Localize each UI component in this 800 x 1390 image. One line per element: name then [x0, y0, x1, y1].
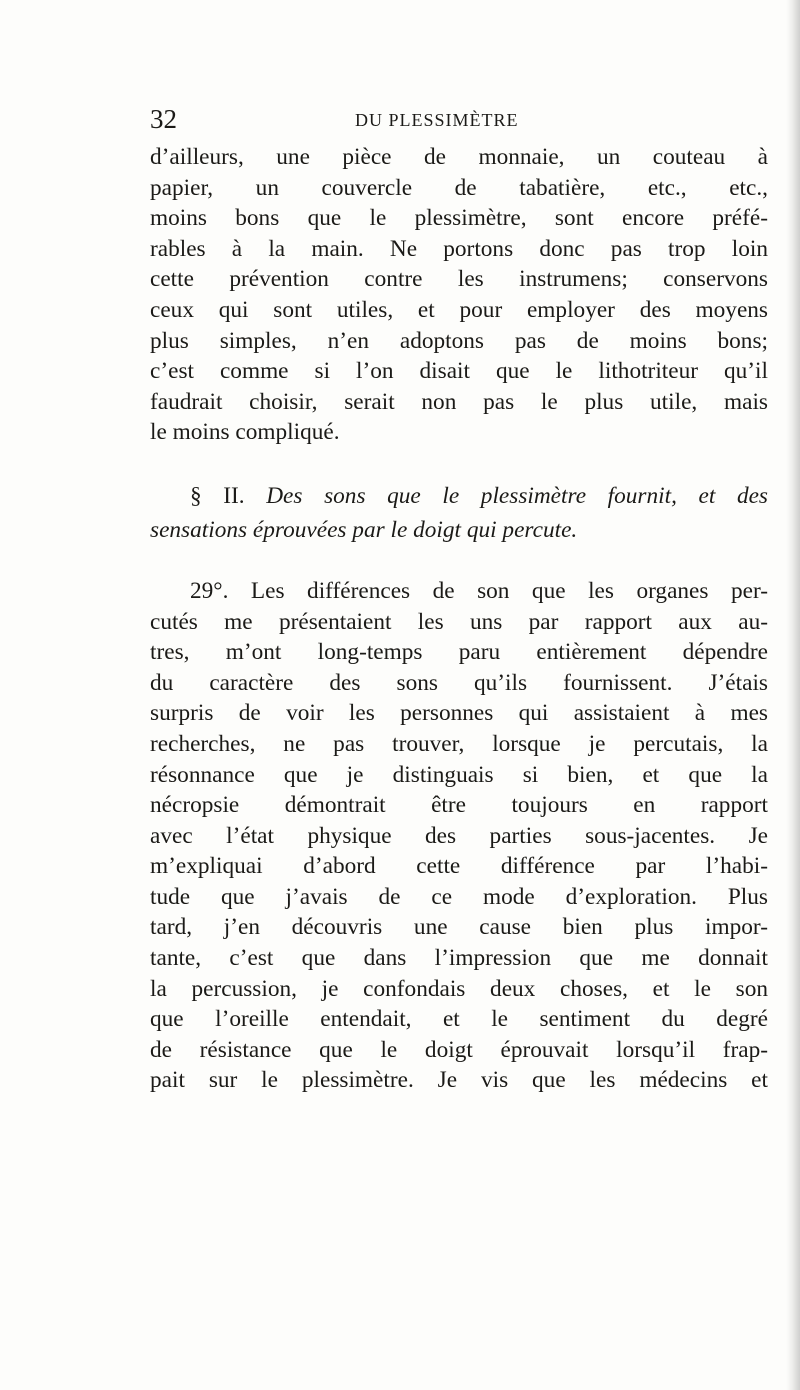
paragraph-continuation — [150, 142, 768, 448]
text-line: d’ailleurs, une pièce de monnaie, un couteau à — [150, 144, 768, 170]
page-edge-shadow — [786, 0, 800, 1390]
text-line: la percussion, je confondais deux choses, et le son — [150, 975, 768, 1002]
text-line: tres, m’ont long-temps paru entièrement dépendre — [150, 639, 768, 666]
section-heading — [150, 479, 768, 547]
body-text — [150, 142, 768, 1096]
text-line: le moins compliqué. — [150, 419, 340, 446]
running-title: DU PLESSIMÈTRE — [355, 110, 519, 130]
text-line: surpris de voir les personnes qui assistaient à mes — [150, 700, 768, 727]
text-line: que l’oreille entendait, et le sentiment du degré — [150, 1006, 768, 1033]
section-title-part1: Des sons que le plessimètre fournit, et des — [266, 482, 768, 509]
section-heading-line — [150, 479, 768, 513]
text-line: m’expliquai d’abord cette différence par l’habi- — [150, 853, 768, 880]
text-line: du caractère des sons qu’ils fournissent. J’étais — [150, 669, 768, 696]
text-line: ceux qui sont utiles, et pour employer des moyens — [150, 296, 768, 323]
text-line: cutés me présentaient les uns par rapport aux au- — [150, 608, 768, 635]
text-line: avec l’état physique des parties sous-jacentes. Je — [150, 822, 768, 849]
text-line: moins bons que le plessimètre, sont encore préfé- — [150, 205, 768, 232]
text-line: papier, un couvercle de tabatière, etc., etc., — [150, 174, 768, 201]
text-line: c’est comme si l’on disait que le lithotriteur qu’il — [150, 358, 768, 385]
text-line: résonnance que je distinguais si bien, et que la — [150, 761, 768, 788]
text-line: recherches, ne pas trouver, lorsque je percutais, la — [150, 730, 768, 757]
section-title-part2: sensations éprouvées par le doigt qui percute. — [150, 516, 578, 543]
text-line: tude que j’avais de ce mode d’exploration. Plus — [150, 883, 768, 910]
text-line: cette prévention contre les instrumens; conservons — [150, 266, 768, 293]
text-line: faudrait choisir, serait non pas le plus utile, mais — [150, 388, 768, 415]
paragraph-29 — [150, 576, 768, 1096]
text-line: tante, c’est que dans l’impression que me donnait — [150, 945, 768, 972]
text-line: tard, j’en découvris une cause bien plus impor- — [150, 914, 768, 941]
text-line: rables à la main. Ne portons donc pas trop loin — [150, 235, 768, 262]
running-head — [150, 104, 770, 138]
text-line: pait sur le plessimètre. Je vis que les médecins et — [150, 1067, 768, 1094]
section-mark: § II. — [190, 482, 245, 509]
text-line: nécropsie démontrait être toujours en rapport — [150, 792, 768, 819]
text-line: plus simples, n’en adoptons pas de moins bons; — [150, 327, 768, 354]
page-number: 32 — [150, 104, 177, 134]
text-line: 29°. Les différences de son que les organes per- — [190, 577, 768, 604]
text-line: de résistance que le doigt éprouvait lorsqu’il frap- — [150, 1036, 768, 1063]
